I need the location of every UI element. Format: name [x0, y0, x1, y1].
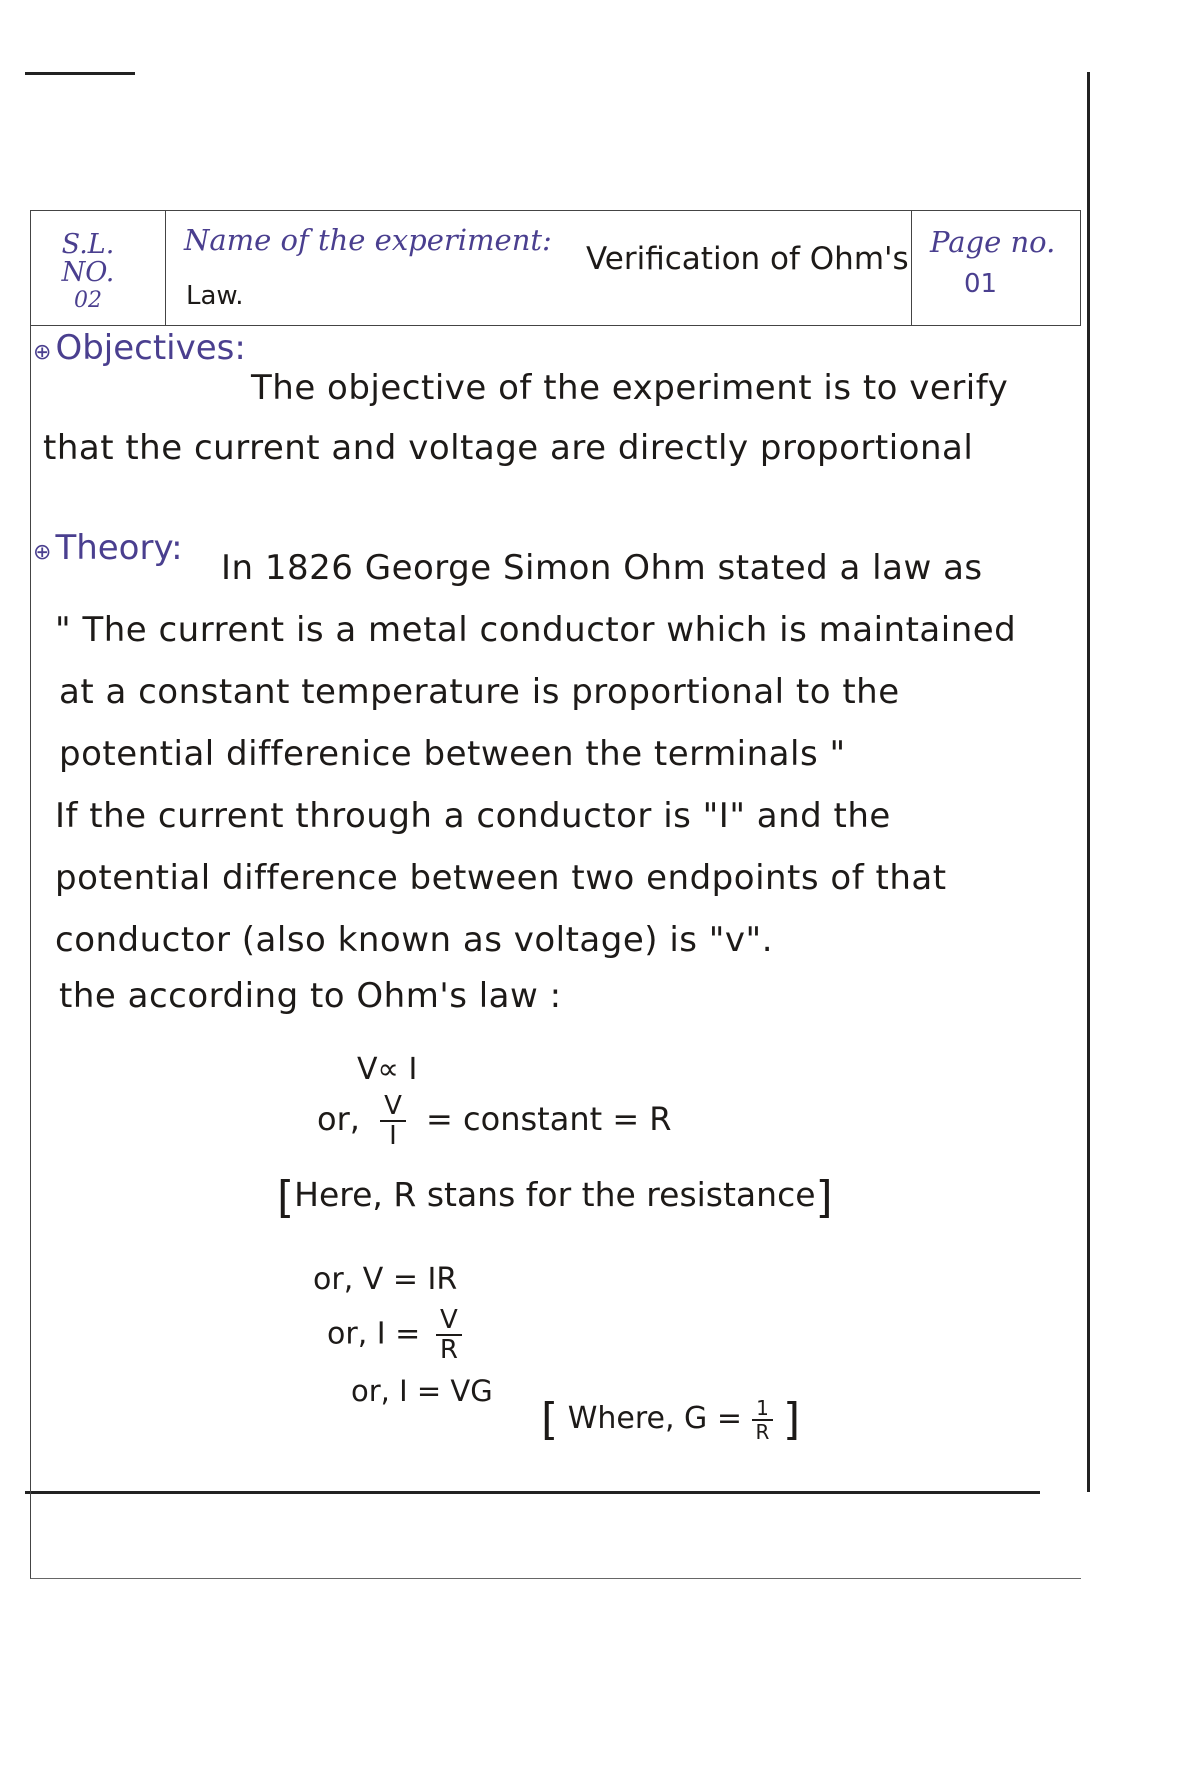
theory-line-5: If the current through a conductor is "I" and the	[55, 796, 891, 836]
header-table	[31, 210, 1081, 326]
page-number-cell	[912, 211, 1079, 325]
conductance-fraction	[752, 1397, 774, 1443]
theory-heading	[33, 528, 183, 568]
equation-i-v-over-r	[327, 1306, 462, 1364]
lab-sheet	[30, 210, 1081, 1579]
sl-cell	[31, 211, 166, 325]
where-bracket-close: ]	[782, 1394, 801, 1445]
equation-ratio-suffix: = constant = R	[426, 1100, 672, 1138]
conductance-note	[541, 1394, 800, 1445]
equation-i-fraction	[436, 1306, 462, 1364]
objectives-bullet-icon: ⊕	[33, 340, 52, 365]
experiment-title-continued: Law.	[186, 281, 244, 311]
theory-bullet-icon: ⊕	[33, 540, 52, 565]
equation-i-vg: or, I = VG	[351, 1374, 493, 1408]
theory-line-2: " The current is a metal conductor which is maintained	[55, 610, 1017, 650]
objectives-line-2: that the current and voltage are directly proportional	[43, 428, 974, 468]
sl-number: 02	[74, 288, 102, 313]
objectives-line-1: The objective of the experiment is to verify	[251, 368, 1009, 408]
experiment-title: Verification of Ohm's	[586, 241, 909, 277]
fraction-denominator-r: R	[439, 1335, 458, 1365]
note-bracket-close: ]	[815, 1172, 833, 1223]
objectives-heading	[33, 328, 246, 368]
fraction-numerator-v2: V	[436, 1306, 462, 1336]
theory-line-4: potential differenice between the terminals "	[59, 734, 846, 774]
theory-line-3: at a constant temperature is proportional to the	[59, 672, 900, 712]
sl-label: S.L.	[61, 229, 115, 260]
fraction-numerator-one: 1	[752, 1397, 774, 1421]
theory-line-6: potential difference between two endpoints of that	[55, 858, 947, 898]
page-number: 01	[964, 269, 998, 299]
equation-i-prefix: or, I =	[327, 1316, 421, 1352]
resistance-note	[277, 1172, 833, 1223]
page-label: Page no.	[930, 225, 1056, 259]
right-margin-line	[1087, 72, 1090, 1492]
experiment-label: Name of the experiment:	[184, 223, 552, 257]
equation-ratio-fraction	[380, 1092, 406, 1150]
note-bracket-open: [	[277, 1172, 295, 1223]
experiment-name-cell	[166, 211, 912, 325]
theory-line-8: the according to Ohm's law :	[59, 976, 562, 1016]
equation-proportional: V∝ I	[357, 1052, 418, 1087]
fraction-numerator-v: V	[380, 1092, 406, 1122]
no-label: NO.	[61, 257, 115, 288]
resistance-note-text: Here, R stans for the resistance	[294, 1175, 816, 1214]
where-bracket-open: [	[541, 1394, 559, 1445]
theory-line-7: conductor (also known as voltage) is "v".	[55, 920, 773, 960]
sl-number-block	[53, 231, 123, 315]
fraction-denominator-r2: R	[755, 1419, 770, 1444]
objectives-heading-text: Objectives:	[55, 328, 246, 368]
equation-ratio	[317, 1092, 672, 1150]
theory-line-1: In 1826 George Simon Ohm stated a law as	[221, 548, 983, 588]
fraction-denominator-i: I	[389, 1121, 397, 1151]
equation-v-ir: or, V = IR	[313, 1262, 458, 1297]
theory-heading-text: Theory:	[55, 528, 183, 568]
top-edge-mark	[25, 72, 135, 75]
where-text: Where, G =	[567, 1401, 742, 1436]
equation-ratio-prefix: or,	[317, 1100, 360, 1138]
